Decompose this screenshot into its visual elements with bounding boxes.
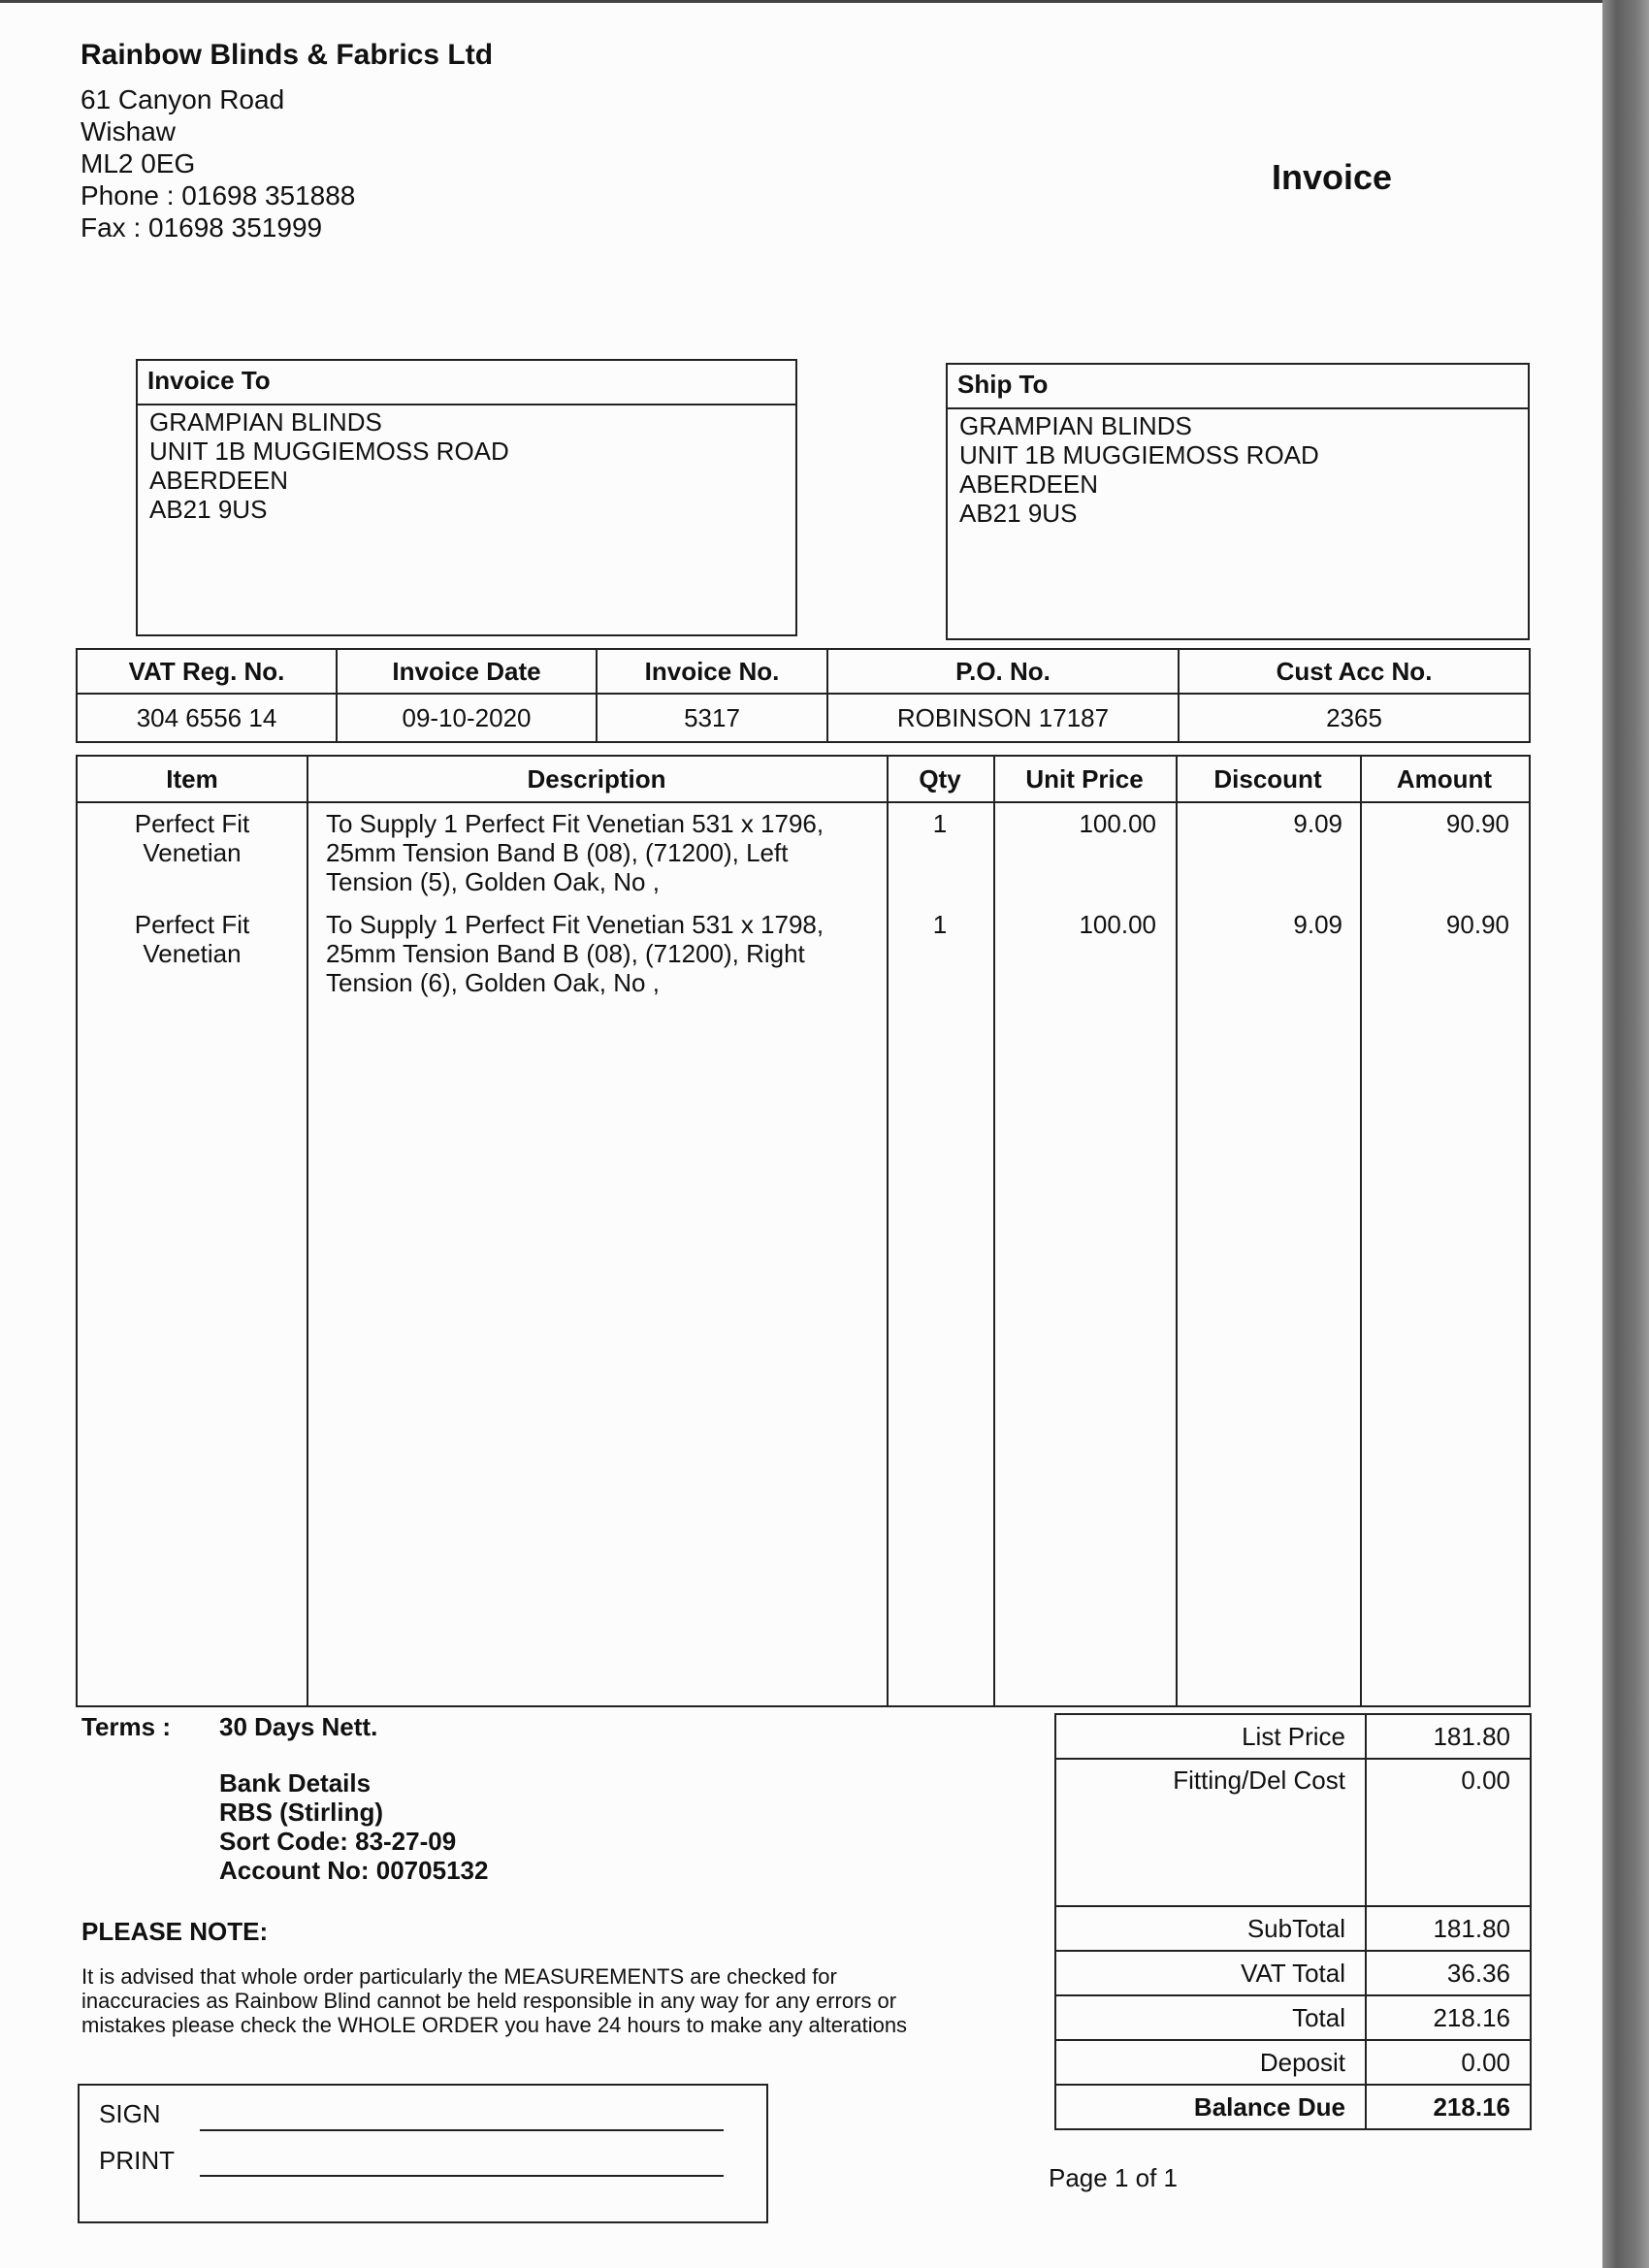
description-cell <box>326 910 879 997</box>
list-price-value: 181.80 <box>1366 1714 1531 1759</box>
item-line: Venetian <box>143 939 242 968</box>
amount-column-header: Amount <box>1396 764 1493 794</box>
note-line: It is advised that whole order particularly the MEASUREMENTS are checked for <box>81 1964 837 1989</box>
print-label: PRINT <box>99 2146 175 2175</box>
description-line: To Supply 1 Perfect Fit Venetian 531 x 1798, <box>326 910 824 939</box>
ship-to-line: AB21 9US <box>959 499 1078 528</box>
column-divider <box>887 757 889 1705</box>
ship-to-line: ABERDEEN <box>959 470 1099 499</box>
discount-column-header: Discount <box>1213 764 1322 794</box>
invoice-no-value: 5317 <box>597 694 827 742</box>
header-divider <box>78 801 1529 803</box>
qty-column-header: Qty <box>919 764 961 794</box>
discount-cell: 9.09 <box>1293 809 1342 838</box>
qty-cell: 1 <box>932 910 948 939</box>
vat-reg-value: 304 6556 14 <box>77 694 337 742</box>
vat-reg-header: VAT Reg. No. <box>77 649 337 694</box>
amount-cell: 90.90 <box>1445 910 1509 939</box>
column-divider <box>993 757 995 1705</box>
unit-price-column-header: Unit Price <box>1025 764 1144 794</box>
vat-total-value: 36.36 <box>1366 1951 1531 1995</box>
invoice-to-box <box>136 359 797 636</box>
note-line: mistakes please check the WHOLE ORDER you have 24 hours to make any alterations <box>81 2013 908 2037</box>
total-label: Total <box>1055 1995 1366 2040</box>
subtotal-label: SubTotal <box>1055 1906 1366 1951</box>
total-value: 218.16 <box>1366 1995 1531 2040</box>
sign-label: SIGN <box>99 2099 161 2128</box>
invoice-to-line: ABERDEEN <box>149 466 289 495</box>
discount-cell: 9.09 <box>1293 910 1342 939</box>
description-column-header: Description <box>527 764 666 794</box>
document-title: Invoice <box>1272 157 1393 197</box>
unit-price-cell: 100.00 <box>1079 809 1156 838</box>
totals-table <box>1054 1713 1532 2130</box>
signature-box <box>78 2084 768 2223</box>
address-line: ML2 0EG <box>81 148 196 178</box>
phone-line: Phone : 01698 351888 <box>81 180 356 211</box>
deposit-label: Deposit <box>1055 2040 1366 2085</box>
ship-to-line: UNIT 1B MUGGIEMOSS ROAD <box>959 440 1319 470</box>
fitting-cost-label: Fitting/Del Cost <box>1055 1759 1366 1906</box>
balance-due-label: Balance Due <box>1055 2085 1366 2129</box>
company-address <box>81 83 355 243</box>
unit-price-cell: 100.00 <box>1079 910 1156 939</box>
po-no-value: ROBINSON 17187 <box>827 694 1179 742</box>
items-table <box>76 755 1531 1707</box>
subtotal-value: 181.80 <box>1366 1906 1531 1951</box>
invoice-to-label: Invoice To <box>138 361 795 405</box>
sort-code: Sort Code: 83-27-09 <box>219 1827 457 1856</box>
description-line: Tension (5), Golden Oak, No , <box>326 867 660 896</box>
description-line: To Supply 1 Perfect Fit Venetian 531 x 1796, <box>326 809 824 838</box>
ship-to-line: GRAMPIAN BLINDS <box>959 411 1192 440</box>
ship-to-label: Ship To <box>948 365 1528 409</box>
cust-acc-value: 2365 <box>1179 694 1530 742</box>
description-line: Tension (6), Golden Oak, No , <box>326 968 660 997</box>
note-title: PLEASE NOTE: <box>81 1917 269 1946</box>
item-line: Venetian <box>143 838 242 867</box>
item-line: Perfect Fit <box>134 910 250 939</box>
invoice-to-line: AB21 9US <box>149 495 268 524</box>
item-column-header: Item <box>166 764 218 794</box>
invoice-to-line: GRAMPIAN BLINDS <box>149 407 382 437</box>
print-line[interactable] <box>200 2175 724 2177</box>
item-line: Perfect Fit <box>134 809 250 838</box>
column-divider <box>307 757 308 1705</box>
deposit-value: 0.00 <box>1366 2040 1531 2085</box>
fax-line: Fax : 01698 351999 <box>81 212 323 243</box>
po-no-header: P.O. No. <box>827 649 1179 694</box>
amount-cell: 90.90 <box>1445 809 1509 838</box>
note-line: inaccuracies as Rainbow Blind cannot be held responsible in any way for any errors or <box>81 1989 897 2013</box>
address-line: 61 Canyon Road <box>81 84 285 114</box>
list-price-label: List Price <box>1055 1714 1366 1759</box>
invoice-date-header: Invoice Date <box>337 649 597 694</box>
description-line: 25mm Tension Band B (08), (71200), Right <box>326 939 805 968</box>
description-line: 25mm Tension Band B (08), (71200), Left <box>326 838 789 867</box>
sign-line[interactable] <box>200 2129 724 2131</box>
item-cell <box>78 910 307 968</box>
item-cell <box>78 809 307 867</box>
scan-top-edge <box>0 0 1602 3</box>
address-line: Wishaw <box>81 116 177 146</box>
balance-due-value: 218.16 <box>1366 2085 1531 2129</box>
bank-name: RBS (Stirling) <box>219 1798 383 1827</box>
page-number: Page 1 of 1 <box>1049 2163 1178 2192</box>
qty-cell: 1 <box>932 809 948 838</box>
ship-to-box <box>946 363 1530 640</box>
account-number: Account No: 00705132 <box>219 1856 489 1885</box>
column-divider <box>1360 757 1362 1705</box>
bank-details <box>219 1768 488 1885</box>
company-name: Rainbow Blinds & Fabrics Ltd <box>81 39 494 71</box>
invoice-info-table <box>76 648 1531 743</box>
vat-total-label: VAT Total <box>1055 1951 1366 1995</box>
terms-label: Terms : <box>81 1712 171 1741</box>
note-text <box>81 1964 1013 2037</box>
invoice-no-header: Invoice No. <box>597 649 827 694</box>
column-divider <box>1176 757 1178 1705</box>
invoice-date-value: 09-10-2020 <box>337 694 597 742</box>
scan-margin <box>1602 0 1649 2268</box>
description-cell <box>326 809 879 896</box>
invoice-to-line: UNIT 1B MUGGIEMOSS ROAD <box>149 437 509 466</box>
fitting-cost-value: 0.00 <box>1366 1759 1531 1906</box>
cust-acc-header: Cust Acc No. <box>1179 649 1530 694</box>
bank-details-title: Bank Details <box>219 1768 372 1798</box>
terms-value: 30 Days Nett. <box>219 1712 378 1741</box>
